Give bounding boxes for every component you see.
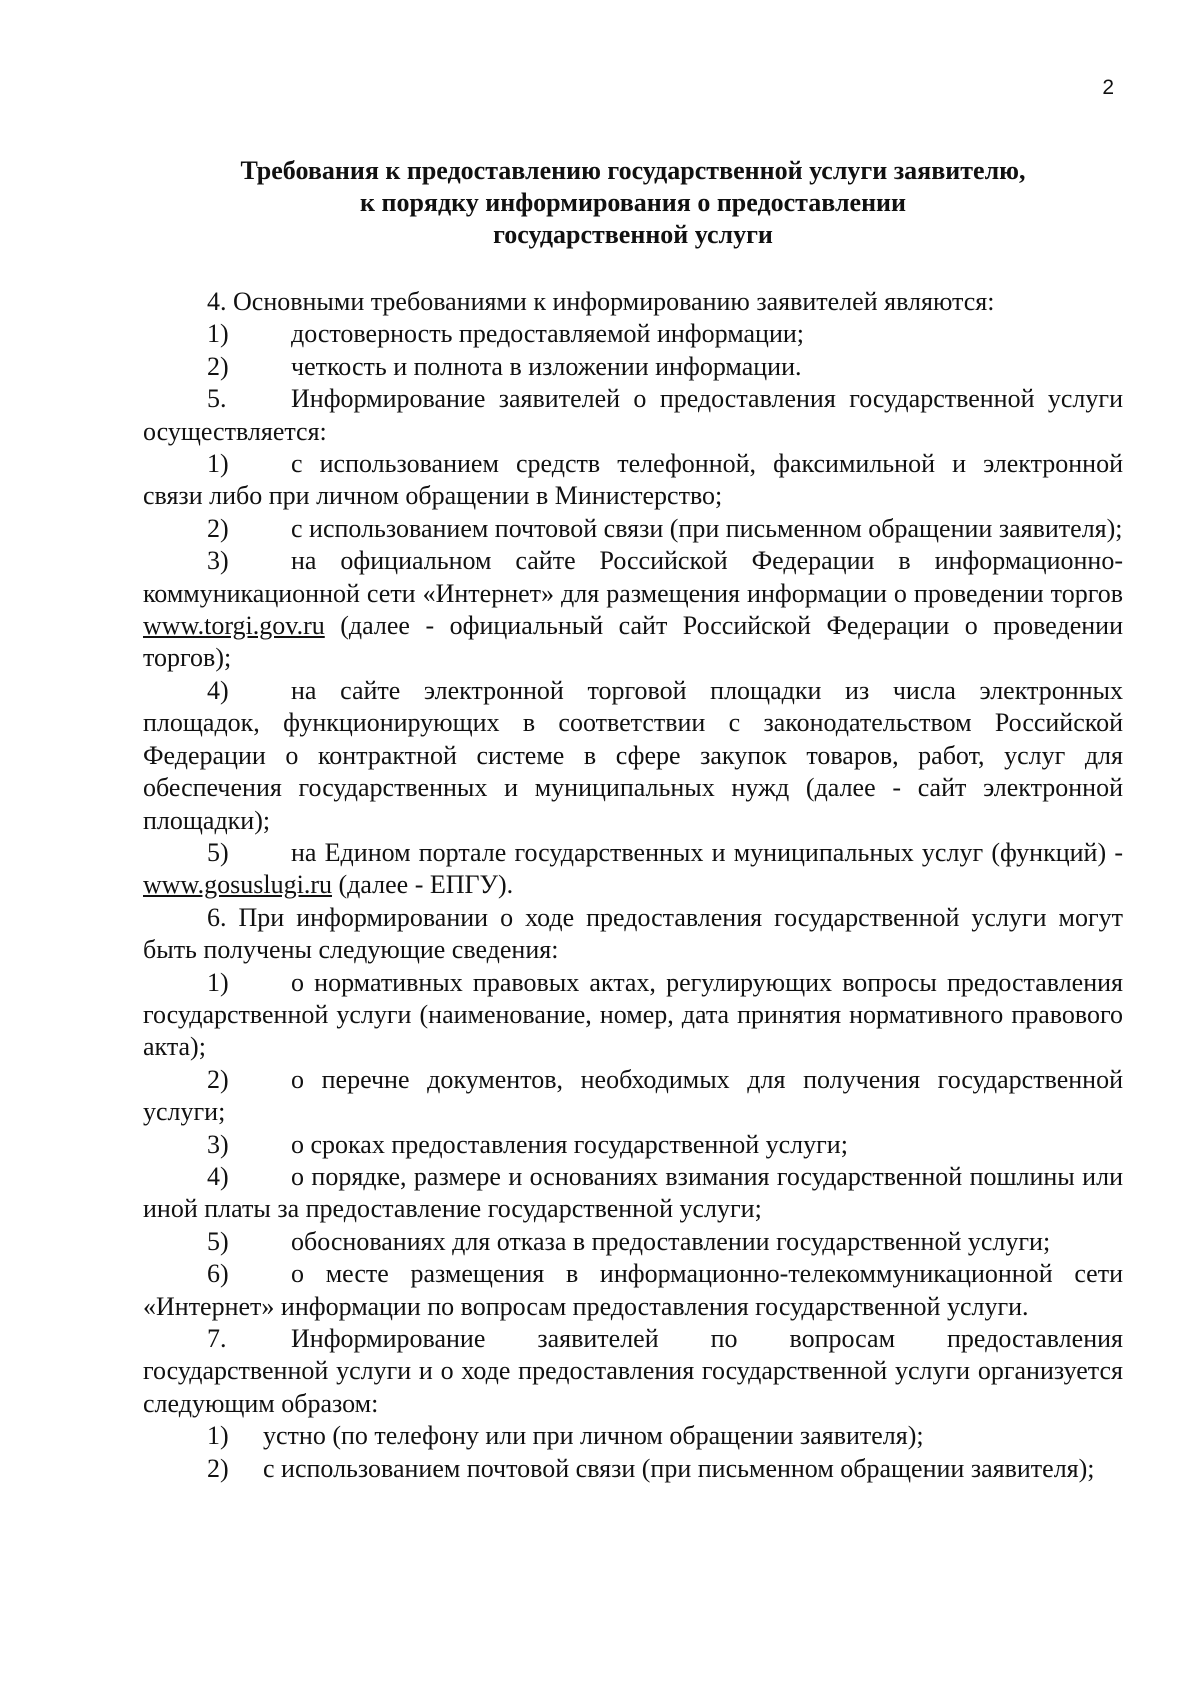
item-number: 2) bbox=[207, 351, 229, 381]
item-number: 6) bbox=[207, 1259, 229, 1289]
item-text: о нормативных правовых актах, регулирующих вопросы предоставления государственной услуги (наименование, номер, дата принятия нормативного правового акта); bbox=[143, 967, 1123, 1062]
item-text: с использованием почтовой связи (при письменном обращении заявителя); bbox=[291, 513, 1123, 543]
item-number: 1) bbox=[207, 449, 229, 479]
list-item bbox=[143, 448, 1123, 513]
item-number: 2) bbox=[207, 1453, 229, 1483]
list-item bbox=[143, 1064, 1123, 1129]
item-number: 1) bbox=[207, 967, 229, 997]
title-line-1: Требования к предоставлению государственной услуги заявителю, bbox=[240, 156, 1026, 185]
list-item bbox=[143, 1129, 1123, 1161]
paragraph-4: 4. Основными требованиями к информированию заявителей являются: bbox=[207, 287, 995, 316]
item-number: 2) bbox=[207, 513, 229, 543]
item-number: 1) bbox=[207, 319, 229, 349]
item-number: 3) bbox=[207, 546, 229, 576]
item-text: устно (по телефону или при личном обращении заявителя); bbox=[263, 1421, 924, 1451]
paragraph-7 bbox=[143, 1323, 1123, 1420]
page-number: 2 bbox=[1102, 76, 1114, 99]
document-body bbox=[143, 155, 1123, 1485]
item-text: о сроках предоставления государственной услуги; bbox=[291, 1129, 848, 1159]
title-line-3: государственной услуги bbox=[493, 220, 773, 249]
list-item bbox=[143, 545, 1123, 675]
item-text: о перечне документов, необходимых для получения государственной услуги; bbox=[143, 1064, 1123, 1127]
list-item bbox=[143, 967, 1123, 1064]
paragraph-5 bbox=[143, 383, 1123, 448]
list-item bbox=[143, 1453, 1123, 1485]
item-number: 7. bbox=[207, 1324, 227, 1353]
list-item bbox=[143, 1226, 1123, 1258]
item-text: о порядке, размере и основаниях взимания государственной пошлины или иной платы за предоставление государственной услуги; bbox=[143, 1161, 1123, 1224]
title-line-2: к порядку информирования о предоставлении bbox=[359, 188, 907, 217]
item-text: на официальном сайте Российской Федерации в информационно-коммуникационной сети «Интернет» для размещения информации о проведении торгов bbox=[143, 546, 1123, 608]
item-number: 5. bbox=[207, 384, 227, 414]
item-text: четкость и полнота в изложении информации. bbox=[291, 351, 802, 381]
item-number: 5) bbox=[207, 837, 229, 867]
section-title bbox=[143, 155, 1123, 251]
list-item bbox=[143, 513, 1123, 545]
list-item bbox=[143, 675, 1123, 837]
list-item bbox=[143, 351, 1123, 383]
item-text: достоверность предоставляемой информации; bbox=[291, 319, 805, 349]
item-number: 5) bbox=[207, 1226, 229, 1256]
item-text: (далее - официальный сайт Российской Федерации о проведении торгов); bbox=[143, 611, 1123, 673]
list-item bbox=[143, 1161, 1123, 1226]
list-item bbox=[143, 1420, 1123, 1452]
item-number: 4) bbox=[207, 1161, 229, 1191]
list-item bbox=[143, 837, 1123, 902]
paragraph-text: Информирование заявителей по вопросам предоставления государственной услуги и о ходе предоставления государственной услуги организуется следующим образом: bbox=[143, 1324, 1123, 1418]
item-text: о месте размещения в информационно-телекоммуникационной сети «Интернет» информации по вопросам предоставления государственной услуги. bbox=[143, 1259, 1123, 1321]
item-text: (далее - ЕПГУ). bbox=[331, 870, 514, 900]
item-number: 1) bbox=[207, 1421, 229, 1451]
item-text: на Едином портале государственных и муниципальных услуг (функций) - bbox=[291, 837, 1123, 867]
list-item bbox=[143, 318, 1123, 350]
paragraph-text: Информирование заявителей о предоставления государственной услуги осуществляется: bbox=[143, 384, 1123, 446]
list-item bbox=[143, 1258, 1123, 1323]
item-text: с использованием средств телефонной, факсимильной и электронной связи либо при личном обращении в Министерство; bbox=[143, 449, 1123, 511]
item-number: 2) bbox=[207, 1064, 229, 1094]
item-text: на сайте электронной торговой площадки из числа электронных площадок, функционирующих в соответствии с законодательством Российской Федерации о контрактной системе в сфере закупок товаров, работ, услуг для обеспечения государственных и муниципальных нужд (далее - сайт электронной площадки); bbox=[143, 675, 1123, 835]
item-number: 3) bbox=[207, 1129, 229, 1159]
item-text: с использованием почтовой связи (при письменном обращении заявителя); bbox=[263, 1453, 1095, 1483]
torgi-link[interactable]: www.torgi.gov.ru bbox=[143, 611, 325, 641]
item-text: обоснованиях для отказа в предоставлении государственной услуги; bbox=[291, 1226, 1051, 1256]
item-number: 4) bbox=[207, 675, 229, 705]
gosuslugi-link[interactable]: www.gosuslugi.ru bbox=[143, 870, 332, 900]
paragraph-6: 6. При информировании о ходе предоставления государственной услуги могут быть получены следующие сведения: bbox=[143, 902, 1123, 965]
